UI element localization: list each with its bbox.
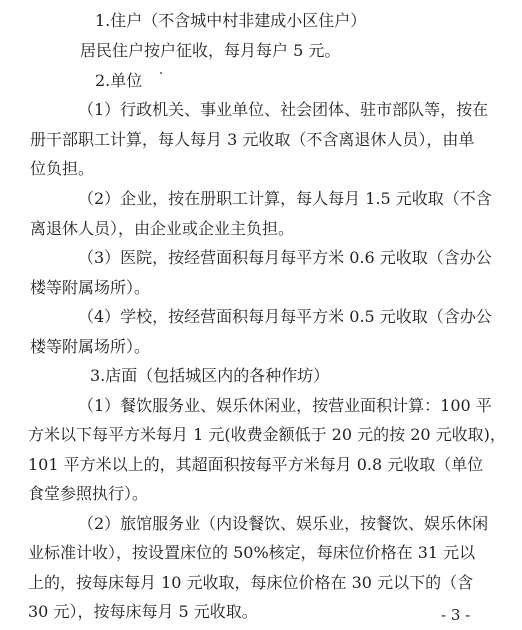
text-line: 食堂参照执行）。 [28, 484, 149, 503]
text-line: 楼等附属场所）。 [30, 278, 151, 297]
page-number: - 3 - [441, 606, 471, 624]
text-line: （1）行政机关、事业单位、社会团体、驻市部队等，按在 [78, 100, 489, 119]
text-line: （2）旅馆服务业（内设餐饮、娱乐业，按餐饮、娱乐休闲 [78, 514, 489, 533]
text-line: （1）餐饮服务业、娱乐休闲业，按营业面积计算：100 平 [78, 396, 492, 415]
text-line: （4）学校，按经营面积每月每平方米 0.5 元收取（含办公 [78, 307, 492, 326]
text-line: 2.单位 [95, 71, 143, 90]
text-line: 离退休人员），由企业或企业主负担。 [30, 219, 295, 238]
text-line: （3）医院，按经营面积每月每平方米 0.6 元收取（含办公 [78, 248, 492, 267]
text-line: 方米以下每平方米每月 1 元(收费金额低于 20 元的按 20 元收取)， [28, 425, 506, 444]
text-line: 楼等附属场所）。 [30, 337, 151, 356]
text-line: 上的，按每床每月 10 元收取，每床位价格在 30 元以下的（含 [28, 573, 474, 592]
stray-mark [160, 72, 162, 74]
text-line: 册干部职工计算，每人每月 3 元收取（不含离退休人员），由单 [30, 130, 475, 149]
text-line: 3.店面（包括城区内的各种作坊） [90, 366, 330, 385]
text-line: 101 平方米以上的，其超面积按每平方米每月 0.8 元收取（单位 [28, 455, 484, 474]
text-line: 位负担。 [30, 159, 95, 178]
text-line: （2）企业，按在册职工计算，每人每月 1.5 元收取（不含 [78, 189, 492, 208]
text-line: 居民住户按户征收，每月每户 5 元。 [80, 41, 341, 60]
text-line: 30 元），按每床每月 5 元收取。 [28, 602, 258, 621]
text-line: 1.住户（不含城中村非建成小区住户） [95, 11, 367, 30]
text-line: 业标准计收），按设置床位的 50%核定，每床位价格在 31 元以 [28, 543, 476, 562]
